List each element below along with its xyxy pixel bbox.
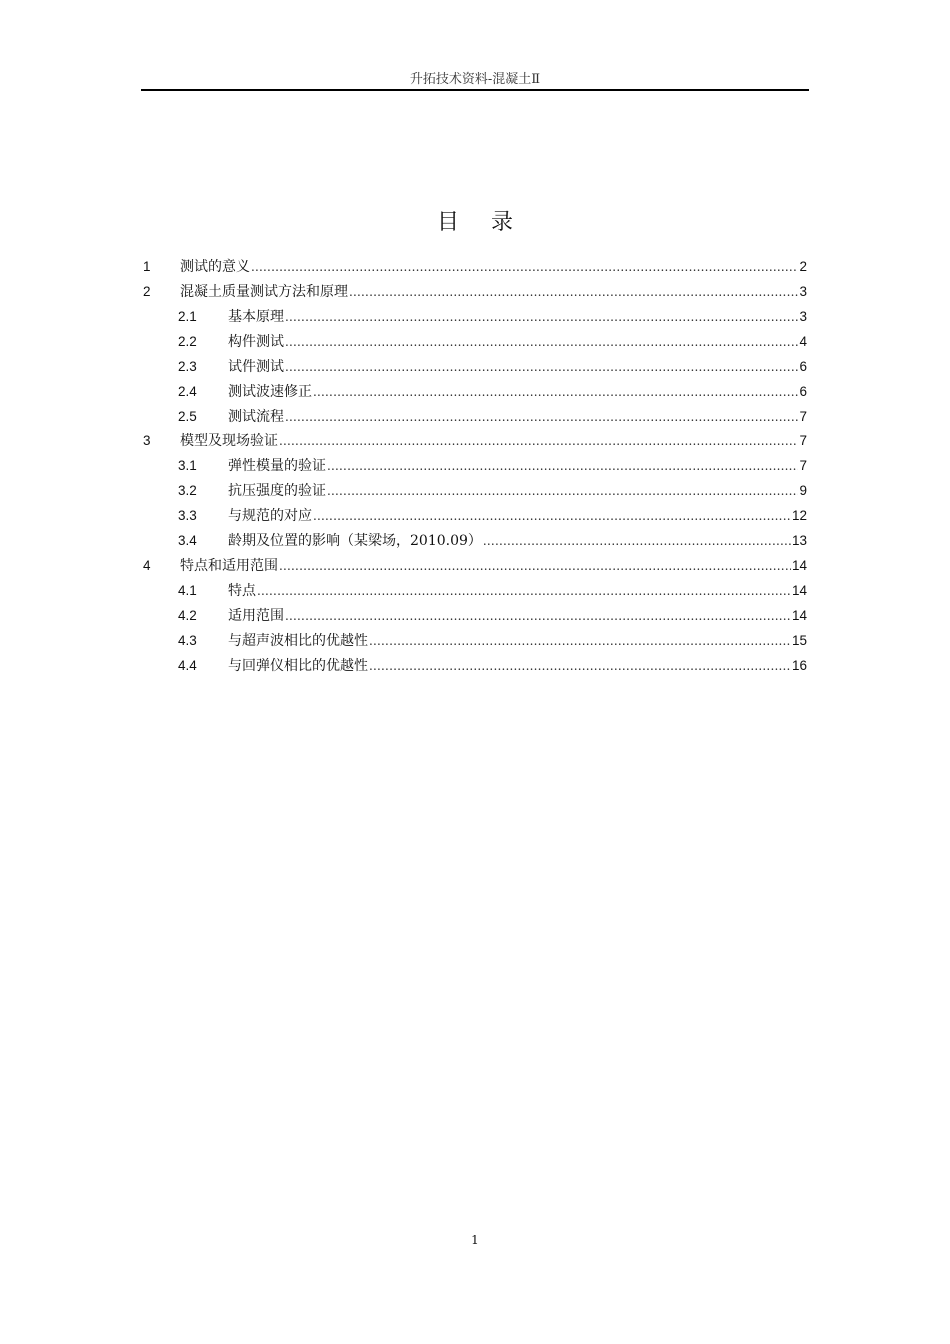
toc-leader [285, 355, 798, 380]
toc-entry-number: 2.2 [178, 333, 197, 349]
toc-entry-4-1[interactable] [141, 579, 807, 604]
toc-entry-2-5[interactable] [141, 405, 807, 430]
toc-entry-page: 7 [799, 433, 807, 449]
toc-entry-number: 3 [143, 433, 151, 449]
toc-entry-label: 龄期及位置的影响（某梁场，2010.09） [228, 533, 482, 550]
toc-entry-page: 14 [791, 582, 807, 598]
toc-entry-number: 2.5 [178, 408, 197, 424]
toc-entry-label: 测试的意义 [180, 259, 250, 275]
toc-entry-page: 14 [791, 607, 807, 623]
toc-entry-1[interactable] [141, 255, 807, 280]
toc-entry-number: 2.3 [178, 358, 197, 374]
toc-leader [257, 579, 791, 604]
toc-entry-number: 4.4 [178, 657, 197, 673]
toc-entry-page: 6 [799, 383, 807, 399]
toc-title-char-2: 录 [491, 210, 514, 235]
toc-entry-label: 与回弹仪相比的优越性 [228, 657, 368, 674]
toc-entry-page: 7 [799, 408, 807, 424]
toc-entry-page: 3 [799, 308, 807, 324]
toc-entry-4[interactable] [141, 554, 807, 579]
toc-leader [285, 305, 798, 330]
toc-entry-number: 4.3 [178, 632, 197, 648]
toc-entry-number: 3.1 [178, 458, 197, 474]
toc-entry-label: 特点和适用范围 [180, 558, 278, 575]
toc-entry-4-4[interactable] [141, 654, 807, 679]
toc-leader [483, 529, 791, 554]
header-rule [141, 89, 809, 91]
toc-entry-label: 试件测试 [228, 358, 284, 375]
toc-entry-page: 15 [791, 632, 807, 648]
toc-entry-label: 混凝土质量测试方法和原理 [180, 283, 348, 300]
toc-leader [285, 405, 798, 430]
toc-leader [251, 255, 798, 280]
toc-entry-page: 9 [799, 483, 807, 499]
toc-leader [327, 479, 798, 504]
toc-leader [279, 554, 791, 579]
toc-leader [313, 504, 791, 529]
toc-entry-page: 4 [799, 333, 807, 349]
toc-entry-number: 2.4 [178, 383, 197, 399]
toc-entry-label: 抗压强度的验证 [228, 483, 326, 500]
toc-title [0, 208, 950, 238]
toc-entry-page: 14 [791, 558, 807, 574]
toc-entry-2[interactable] [141, 280, 807, 305]
toc-entry-number: 3.3 [178, 508, 197, 524]
toc-entry-label: 测试流程 [228, 408, 284, 425]
toc-entry-3[interactable] [141, 429, 807, 454]
toc-entry-2-1[interactable] [141, 305, 807, 330]
toc-title-char-1: 目 [436, 210, 459, 235]
toc-entry-number: 2.1 [178, 308, 197, 324]
toc-entry-4-3[interactable] [141, 629, 807, 654]
toc-entry-number: 3.2 [178, 483, 197, 499]
toc-leader [279, 429, 798, 454]
toc-entry-page: 6 [799, 358, 807, 374]
toc-entry-label: 特点 [228, 582, 256, 599]
toc-leader [369, 629, 791, 654]
toc-leader [285, 604, 791, 629]
toc-entry-page: 3 [799, 283, 807, 299]
toc-entry-2-4[interactable] [141, 380, 807, 405]
toc-entry-number: 2 [143, 283, 151, 299]
toc-entry-page: 2 [799, 259, 807, 274]
toc-entry-page: 16 [791, 657, 807, 673]
toc-leader [349, 280, 798, 305]
toc-entry-label: 与超声波相比的优越性 [228, 632, 368, 649]
toc-entry-label: 基本原理 [228, 308, 284, 325]
page-header: 升拓技术资料-混凝土Ⅱ [409, 72, 541, 87]
toc-entry-page: 13 [791, 533, 807, 549]
toc-entry-4-2[interactable] [141, 604, 807, 629]
toc-entry-number: 4.1 [178, 582, 197, 598]
toc-entry-label: 适用范围 [228, 607, 284, 624]
toc-entry-label: 测试波速修正 [228, 383, 312, 400]
toc-entry-label: 与规范的对应 [228, 508, 312, 525]
toc-leader [327, 454, 798, 479]
toc-entry-page: 12 [791, 508, 807, 524]
toc-entry-number: 4 [143, 558, 151, 574]
toc-entry-label: 构件测试 [228, 333, 284, 350]
toc-leader [369, 654, 791, 679]
toc-entry-3-3[interactable] [141, 504, 807, 529]
toc-entry-label: 弹性模量的验证 [228, 458, 326, 475]
toc-entry-number: 1 [143, 259, 151, 274]
page-number: 1 [471, 1233, 479, 1247]
toc-entry-number: 4.2 [178, 607, 197, 623]
toc-entry-number: 3.4 [178, 533, 197, 549]
toc-entry-2-2[interactable] [141, 330, 807, 355]
table-of-contents [141, 255, 807, 679]
toc-entry-3-2[interactable] [141, 479, 807, 504]
toc-entry-label: 模型及现场验证 [180, 433, 278, 450]
toc-entry-2-3[interactable] [141, 355, 807, 380]
toc-leader [313, 380, 798, 405]
toc-entry-page: 7 [799, 458, 807, 474]
toc-entry-3-1[interactable] [141, 454, 807, 479]
toc-entry-3-4[interactable] [141, 529, 807, 554]
toc-leader [285, 330, 798, 355]
